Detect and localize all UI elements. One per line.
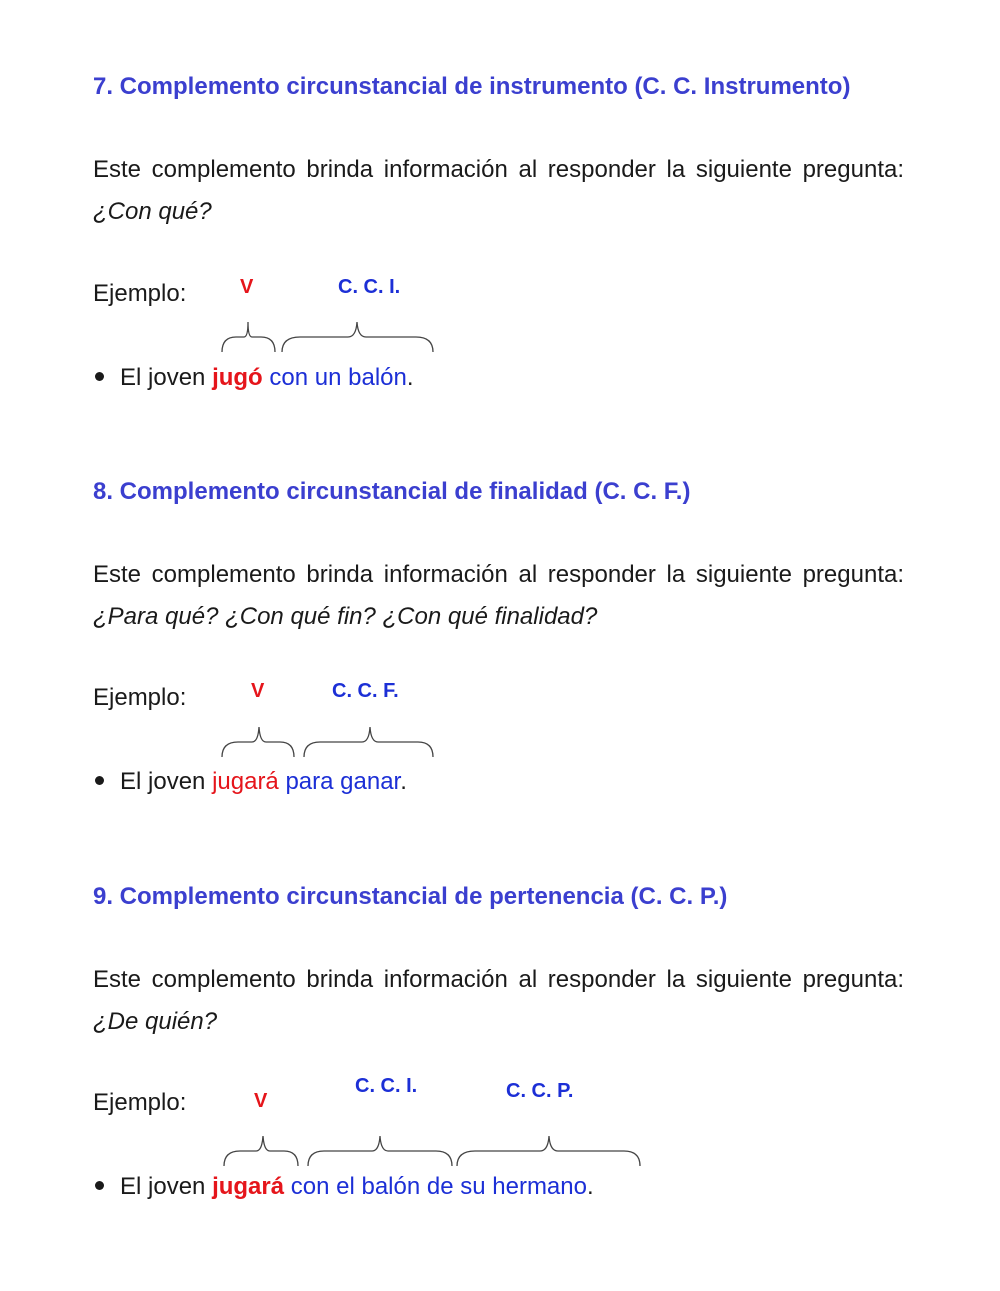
sentence-verb: jugó: [212, 364, 263, 391]
section-9-ejemplo: Ejemplo:: [93, 1089, 187, 1116]
complement-label: C. C. F.: [332, 680, 399, 702]
sentence-verb: jugará: [212, 1173, 285, 1200]
sentence-subject: El joven: [120, 1173, 206, 1200]
section-9-heading: 9. Complemento circunstancial de pertenencia (C. C. P.): [93, 883, 728, 910]
complement-label: C. C. P.: [506, 1080, 574, 1102]
sentence-verb: jugará: [212, 768, 279, 795]
question-text: ¿De quién?: [93, 1008, 218, 1035]
verb-label: V: [251, 680, 265, 702]
section-9-example-sentence: [93, 1173, 594, 1201]
description-text: Este complemento brinda información al responder la siguiente pregunta:: [93, 966, 904, 993]
section-8-heading: 8. Complemento circunstancial de finalidad (C. C. F.): [93, 478, 691, 505]
section-7-heading: 7. Complemento circunstancial de instrumento (C. C. Instrumento): [93, 73, 851, 100]
sentence-complement-2: de su hermano: [426, 1173, 587, 1200]
verb-label: V: [254, 1090, 268, 1112]
section-8-ejemplo: Ejemplo:: [93, 684, 187, 711]
question-text: ¿Para qué? ¿Con qué fin? ¿Con qué finalidad?: [93, 603, 598, 630]
complement-label: C. C. I.: [355, 1075, 418, 1097]
sentence-subject: El joven: [120, 768, 206, 795]
description-text: Este complemento brinda información al responder la siguiente pregunta:: [93, 561, 904, 588]
description-text: Este complemento brinda información al responder la siguiente pregunta:: [93, 156, 904, 183]
section-7-ejemplo: Ejemplo:: [93, 280, 187, 307]
sentence-complement: con el balón: [290, 1173, 421, 1200]
sentence-end: .: [406, 364, 414, 391]
complement-label: C. C. I.: [338, 276, 401, 298]
bullet-icon: [95, 1181, 104, 1190]
sentence-subject: El joven: [120, 364, 206, 391]
question-text: ¿Con qué?: [93, 198, 212, 225]
sentence-complement: con un balón: [269, 364, 407, 391]
sentence-end: .: [586, 1173, 594, 1200]
sentence-end: .: [400, 768, 407, 795]
sentence-complement: para ganar: [285, 768, 401, 795]
verb-label: V: [240, 276, 254, 298]
